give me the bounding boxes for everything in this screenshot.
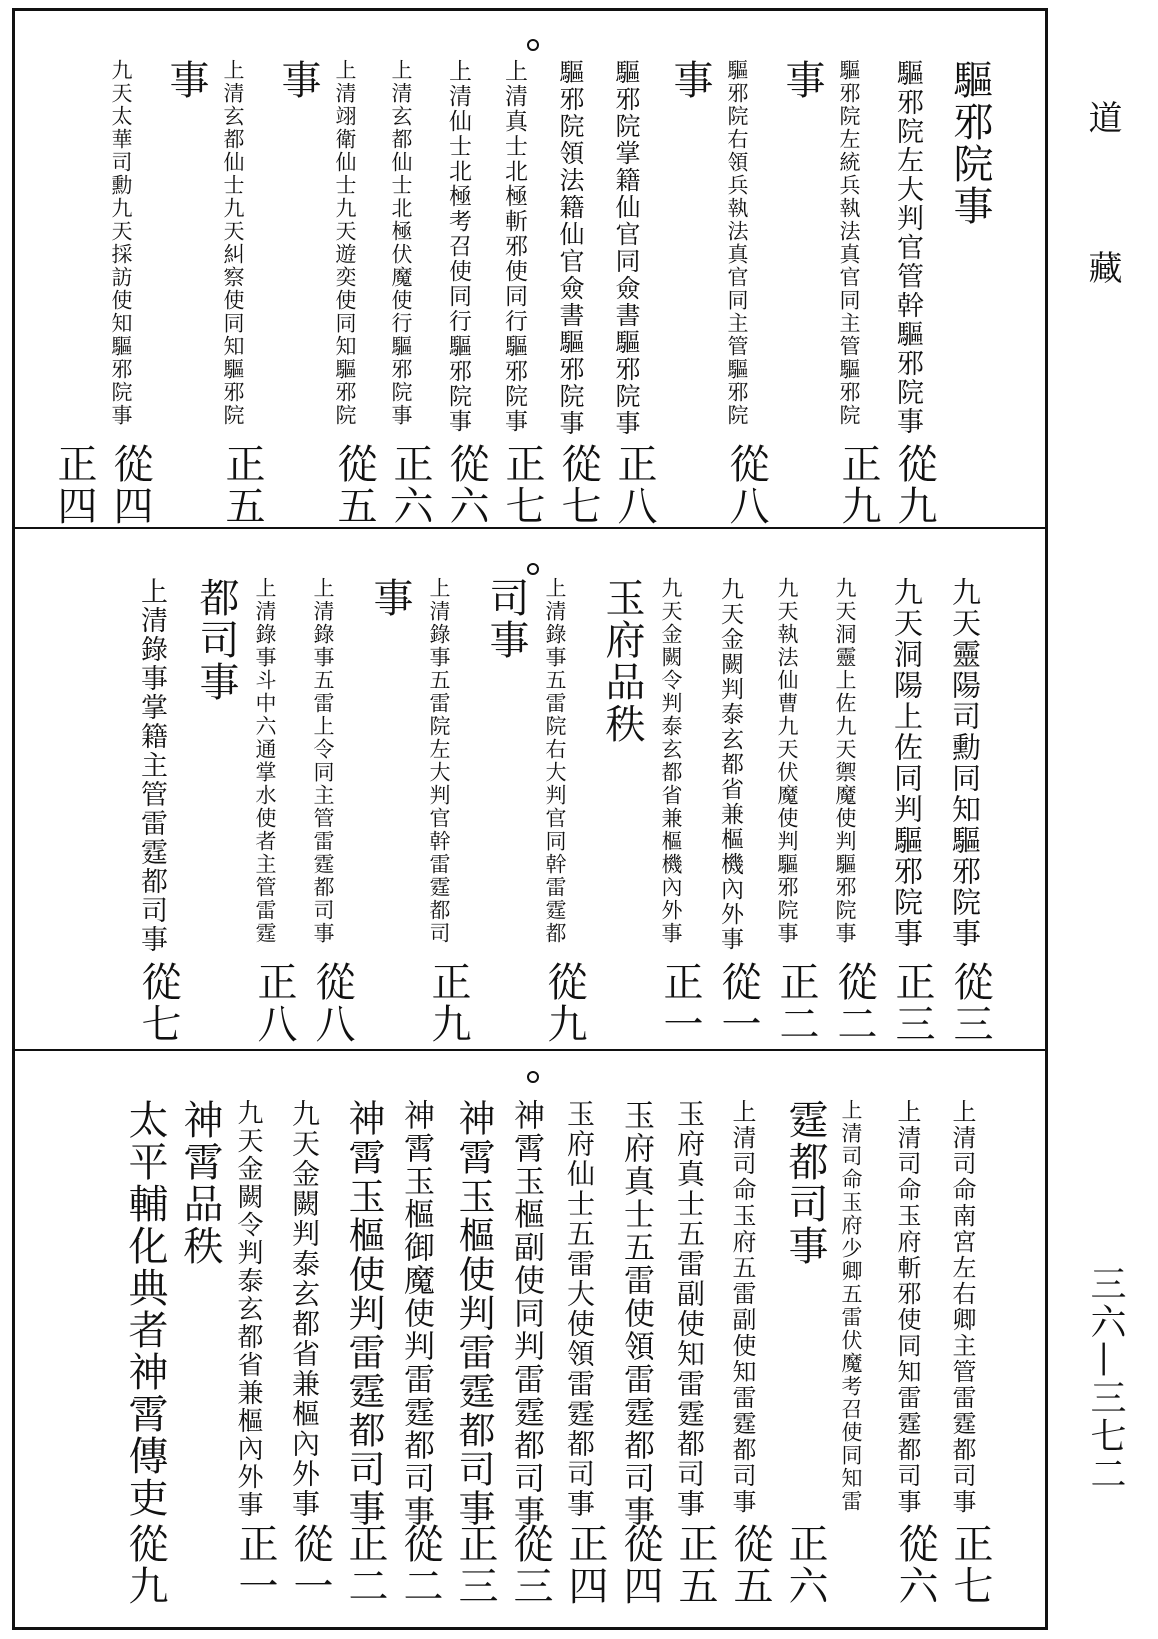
rank-label: 從五	[727, 1523, 773, 1607]
rank-label: 正五	[219, 443, 265, 527]
rank-label: 正七	[947, 1523, 993, 1607]
text-column: 九天金闕令判泰玄都省兼樞機內外事	[659, 577, 683, 945]
rank-label: 正九	[425, 961, 471, 1045]
text-column: 神霄玉樞副使同判雷霆都司事	[508, 1099, 544, 1528]
rank-label: 從四	[617, 1523, 663, 1607]
text-column: 事	[275, 59, 321, 101]
rank-label: 從六	[892, 1523, 938, 1607]
text-column: 神霄品秩	[177, 1099, 223, 1267]
rank-label: 從五	[331, 443, 377, 527]
rank-label: 正七	[499, 443, 545, 527]
rank-label: 正六	[387, 443, 433, 527]
text-column: 都司事	[193, 577, 239, 703]
text-column: 上清錄事五雷上令同主管雷霆都司事	[311, 577, 335, 945]
text-column: 九天金闕令判泰玄都省兼樞內外事	[233, 1099, 263, 1519]
panel-1	[15, 11, 1045, 527]
text-column: 霆都司事	[782, 1099, 828, 1267]
rank-label: 從八	[723, 443, 769, 527]
panel-2	[15, 529, 1045, 1049]
text-column: 九天洞陽上佐同判驅邪院事	[890, 577, 924, 949]
text-column: 玉府真士五雷使領雷霆都司事	[618, 1099, 654, 1528]
text-column: 事	[163, 59, 209, 101]
text-column: 上清仙士北極考召使同行驅邪院事	[445, 59, 471, 434]
text-column: 驅邪院左大判官管幹驅邪院事	[892, 59, 923, 436]
margin-title-2: 藏	[1082, 250, 1122, 284]
text-column: 事	[779, 59, 825, 101]
text-column: 事	[667, 59, 713, 101]
page-number: 三六—三七二	[1085, 1265, 1126, 1493]
rank-label: 從三	[507, 1523, 553, 1607]
rank-label: 正三	[452, 1523, 498, 1607]
rank-label: 正八	[611, 443, 657, 527]
text-column: 上清翊衛仙士九天遊奕使同知驅邪院	[333, 59, 357, 427]
text-column: 玉府品秩	[599, 577, 645, 745]
rank-label: 從九	[541, 961, 587, 1045]
panel-3	[15, 1051, 1045, 1627]
text-column: 驅邪院領法籍仙官僉書驅邪院事	[556, 59, 585, 437]
rank-label: 從一	[287, 1523, 333, 1607]
text-column: 太平輔化典者神霄傳吏	[122, 1099, 168, 1519]
rank-label: 從二	[831, 961, 877, 1045]
rank-label: 從二	[397, 1523, 443, 1607]
rank-label: 從六	[443, 443, 489, 527]
text-column: 神霄玉樞使判雷霆都司事	[342, 1099, 385, 1528]
rank-label: 正四	[562, 1523, 608, 1607]
rank-label: 正一	[657, 961, 703, 1045]
text-column: 上清錄事五雷院右大判官同幹雷霆都	[543, 577, 567, 945]
rank-label: 從四	[107, 443, 153, 527]
text-column: 九天靈陽司勳同知驅邪院事	[948, 577, 982, 949]
rank-label: 正三	[889, 961, 935, 1045]
text-column: 上清司命南宮左右卿主管雷霆都司事	[948, 1099, 976, 1515]
punctuation-circle	[527, 39, 539, 51]
text-column: 九天金闕判泰玄都省兼樞機內外事	[717, 577, 743, 952]
text-column: 驅邪院右領兵執法真官同主管驅邪院	[725, 59, 749, 427]
rank-label: 正二	[773, 961, 819, 1045]
rank-label: 從一	[715, 961, 761, 1045]
rank-label: 正八	[251, 961, 297, 1045]
rank-label: 從九	[122, 1523, 168, 1607]
text-column: 九天太華司勳九天採訪使知驅邪院事	[109, 59, 133, 427]
text-column: 事	[367, 577, 413, 619]
text-column: 上清司命玉府五雷副使知雷霆都司事	[728, 1099, 756, 1515]
text-column: 九天金闕判泰玄都省兼樞內外事	[288, 1099, 321, 1519]
text-column: 上清真士北極斬邪使同行驅邪院事	[501, 59, 527, 434]
text-column: 玉府仙士五雷大使領雷霆都司事	[563, 1099, 596, 1519]
text-column: 司事	[483, 577, 529, 661]
text-column: 玉府真士五雷副使知雷霆都司事	[673, 1099, 706, 1519]
page-frame	[12, 8, 1048, 1630]
rank-label: 從八	[309, 961, 355, 1045]
rank-label: 正二	[342, 1523, 388, 1607]
punctuation-circle	[527, 1071, 539, 1083]
rank-label: 正一	[232, 1523, 278, 1607]
rank-label: 從七	[135, 961, 181, 1045]
margin-title-1: 道	[1082, 100, 1122, 134]
text-column: 上清司命玉府斬邪使同知雷霆都司事	[893, 1099, 921, 1515]
text-column: 上清錄事斗中六通掌水使者主管雷霆	[253, 577, 277, 945]
rank-label: 正六	[782, 1523, 828, 1607]
rank-label: 從三	[947, 961, 993, 1045]
text-column: 上清玄都仙士九天糾察使同知驅邪院	[221, 59, 245, 427]
text-column: 九天執法仙曹九天伏魔使判驅邪院事	[775, 577, 799, 945]
rank-label: 從九	[891, 443, 937, 527]
text-column: 驅邪院事	[947, 59, 993, 227]
text-column: 神霄玉樞使判雷霆都司事	[452, 1099, 495, 1528]
punctuation-circle	[527, 563, 539, 575]
text-column: 九天洞靈上佐九天禦魔使判驅邪院事	[833, 577, 857, 945]
text-column: 驅邪院掌籍仙官同僉書驅邪院事	[612, 59, 641, 437]
text-column: 神霄玉樞御魔使判雷霆都司事	[398, 1099, 434, 1528]
text-column: 上清錄事五雷院左大判官幹雷霆都司	[427, 577, 451, 945]
text-column: 驅邪院左統兵執法真官同主管驅邪院	[837, 59, 861, 427]
text-column: 上清玄都仙士北極伏魔使行驅邪院事	[389, 59, 413, 427]
text-column: 上清司命玉府少卿五雷伏魔考召使同知雷	[839, 1099, 863, 1513]
text-column: 上清錄事掌籍主管雷霆都司事	[136, 577, 167, 954]
rank-label: 從七	[555, 443, 601, 527]
rank-label: 正五	[672, 1523, 718, 1607]
rank-label: 正四	[51, 443, 97, 527]
rank-label: 正九	[835, 443, 881, 527]
